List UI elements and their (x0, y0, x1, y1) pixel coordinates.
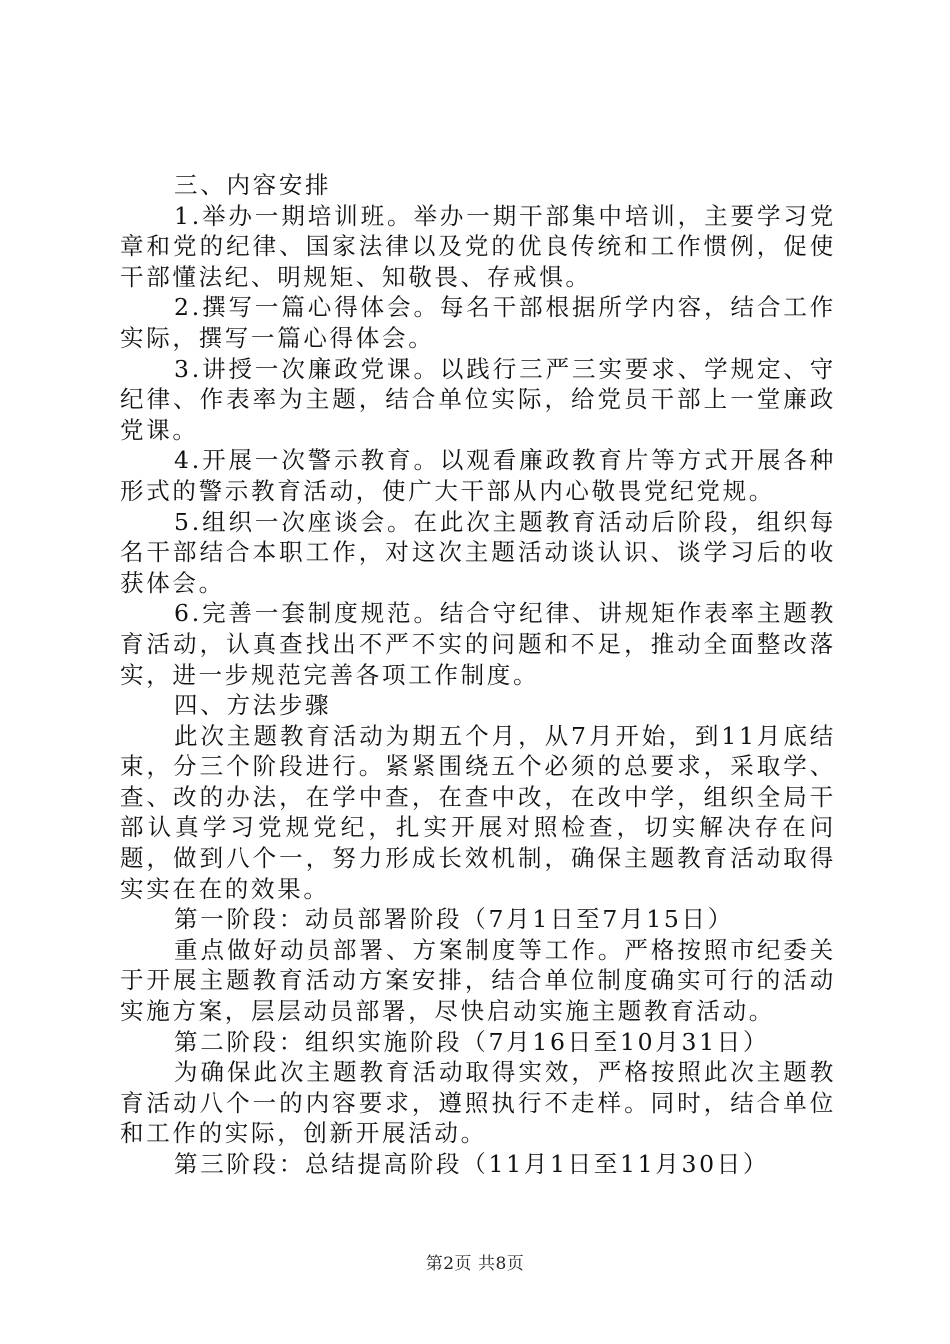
stage-1-text: 重点做好动员部署、方案制度等工作。严格按照市纪委关于开展主题教育活动方案安排，结合单位制度确实可行的活动实施方案，层层动员部署，尽快启动实施主题教育活动。 (120, 935, 836, 1026)
stage-2-heading: 第二阶段：组织实施阶段（7月16日至10月31日） (174, 1027, 770, 1056)
paragraph-item-3: 3.讲授一次廉政党课。以践行三严三实要求、学规定、守纪律、作表率为主题，结合单位实际，给党员干部上一堂廉政党课。 (120, 354, 836, 444)
document-body (120, 170, 836, 1180)
paragraph-item-6: 6.完善一套制度规范。结合守纪律、讲规矩作表率主题教育活动，认真查找出不严不实的问题和不足，推动全面整改落实，进一步规范完善各项工作制度。 (120, 599, 836, 689)
paragraph-item-2: 2.撰写一篇心得体会。每名干部根据所学内容，结合工作实际，撰写一篇心得体会。 (120, 293, 836, 352)
paragraph-method-overview: 此次主题教育活动为期五个月，从7月开始，到11月底结束，分三个阶段进行。紧紧围绕五个必须的总要求，采取学、查、改的办法，在学中查，在查中改，在改中学，组织全局干部认真学习党规党纪，扎实开展对照检查，切实解决存在问题，做到八个一，努力形成长效机制，确保主题教育活动取得实实在在的效果。 (120, 721, 836, 903)
stage-3-heading: 第三阶段：总结提高阶段（11月1日至11月30日） (174, 1150, 770, 1178)
page-number-footer: 第2页 共8页 (425, 1254, 525, 1274)
paragraph-item-1: 1.举办一期培训班。举办一期干部集中培训，主要学习党章和党的纪律、国家法律以及党的优良传统和工作惯例，促使干部懂法纪、明规矩、知敬畏、存戒惧。 (120, 201, 836, 291)
stage-2-text: 为确保此次主题教育活动取得实效，严格按照此次主题教育活动八个一的内容要求，遵照执行不走样。同时，结合单位和工作的实际，创新开展活动。 (120, 1058, 836, 1148)
section-heading-method: 四、方法步骤 (174, 691, 332, 720)
paragraph-item-4: 4.开展一次警示教育。以观看廉政教育片等方式开展各种形式的警示教育活动，使广大干部从内心敬畏党纪党规。 (120, 446, 836, 505)
stage-1-heading: 第一阶段：动员部署阶段（7月1日至7月15日） (174, 905, 734, 934)
section-heading-content: 三、内容安排 (174, 171, 332, 199)
paragraph-item-5: 5.组织一次座谈会。在此次主题教育活动后阶段，组织每名干部结合本职工作，对这次主题活动谈认识、谈学习后的收获体会。 (120, 507, 836, 597)
